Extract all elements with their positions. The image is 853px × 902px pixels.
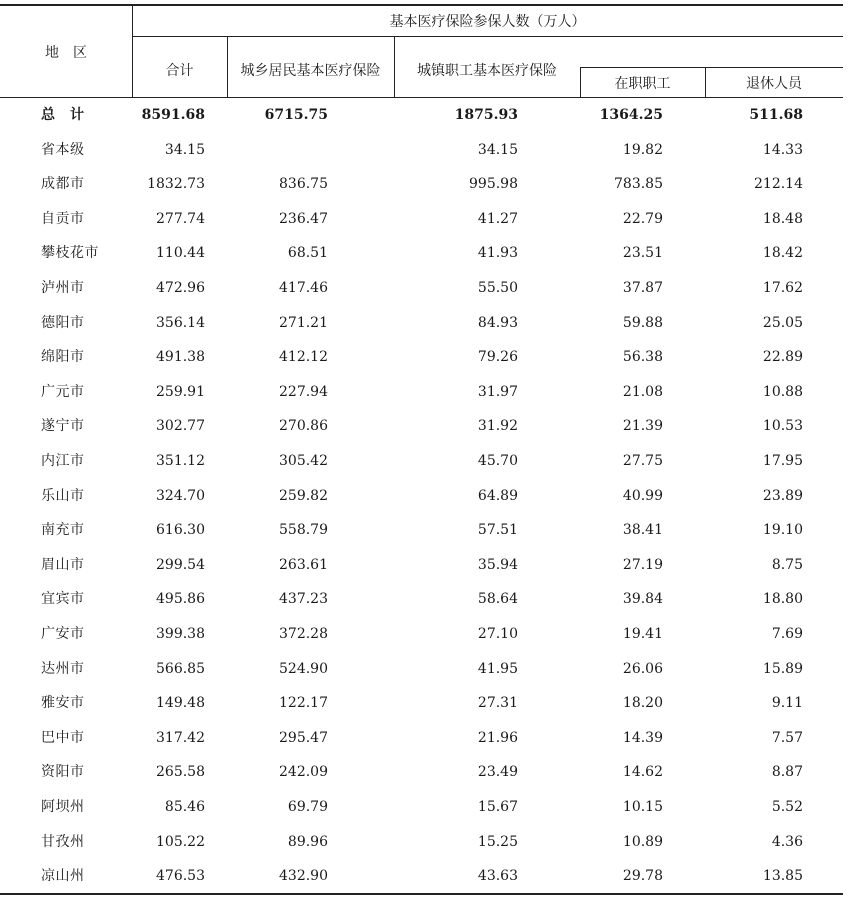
urban-cell: 27.10 bbox=[477, 626, 518, 642]
urban-cell: 21.96 bbox=[477, 730, 518, 746]
region-name-cell: 资阳市 bbox=[41, 764, 85, 780]
urban-cell: 45.70 bbox=[477, 453, 518, 469]
region-header: 地 区 bbox=[45, 45, 87, 61]
urban-cell: 23.49 bbox=[477, 764, 518, 780]
urban-cell: 1875.93 bbox=[454, 107, 518, 123]
region-name-cell: 攀枝花市 bbox=[41, 245, 99, 261]
employed-cell: 38.41 bbox=[622, 522, 663, 538]
group-underline bbox=[132, 36, 843, 37]
total-cell: 34.15 bbox=[164, 142, 205, 158]
retired-cell: 4.36 bbox=[771, 834, 803, 850]
employed-cell: 56.38 bbox=[622, 349, 663, 365]
retired-cell: 5.52 bbox=[771, 799, 803, 815]
employed-cell: 27.19 bbox=[622, 557, 663, 573]
employed-cell: 10.15 bbox=[622, 799, 663, 815]
retired-cell: 511.68 bbox=[749, 107, 803, 123]
urban-cell: 41.27 bbox=[477, 211, 518, 227]
total-cell: 1832.73 bbox=[147, 176, 205, 192]
retired-cell: 10.88 bbox=[762, 384, 803, 400]
total-cell: 265.58 bbox=[156, 764, 205, 780]
employed-cell: 59.88 bbox=[622, 315, 663, 331]
urban-cell: 35.94 bbox=[477, 557, 518, 573]
urban-cell: 41.93 bbox=[477, 245, 518, 261]
sub-underline bbox=[580, 67, 843, 68]
employed-cell: 37.87 bbox=[622, 280, 663, 296]
rural-cell: 295.47 bbox=[279, 730, 328, 746]
total-cell: 110.44 bbox=[156, 245, 205, 261]
urban-cell: 15.67 bbox=[477, 799, 518, 815]
total-cell: 85.46 bbox=[164, 799, 205, 815]
retired-cell: 13.85 bbox=[762, 868, 803, 884]
retired-cell: 14.33 bbox=[762, 142, 803, 158]
region-name-cell: 德阳市 bbox=[41, 315, 85, 331]
retired-cell: 7.69 bbox=[771, 626, 803, 642]
retired-cell: 18.80 bbox=[762, 591, 803, 607]
employed-cell: 40.99 bbox=[622, 488, 663, 504]
retired-cell: 7.57 bbox=[771, 730, 803, 746]
employed-cell: 10.89 bbox=[622, 834, 663, 850]
total-cell: 495.86 bbox=[156, 591, 205, 607]
region-name-cell: 阿坝州 bbox=[41, 799, 85, 815]
total-header: 合计 bbox=[165, 63, 194, 79]
rural-cell: 417.46 bbox=[279, 280, 328, 296]
region-name-cell: 雅安市 bbox=[41, 695, 85, 711]
retired-cell: 17.62 bbox=[762, 280, 803, 296]
total-cell: 149.48 bbox=[156, 695, 205, 711]
employed-cell: 22.79 bbox=[622, 211, 663, 227]
rural-header: 城乡居民基本医疗保险 bbox=[240, 63, 381, 79]
region-name-cell: 内江市 bbox=[41, 453, 85, 469]
header-bottom-rule bbox=[0, 97, 843, 98]
region-name-cell: 达州市 bbox=[41, 661, 85, 677]
urban-cell: 15.25 bbox=[477, 834, 518, 850]
region-name-cell: 巴中市 bbox=[41, 730, 85, 746]
retired-header: 退休人员 bbox=[746, 76, 802, 92]
region-name-cell: 总 计 bbox=[41, 107, 85, 123]
rural-cell: 236.47 bbox=[279, 211, 328, 227]
employed-cell: 26.06 bbox=[622, 661, 663, 677]
rural-cell: 263.61 bbox=[279, 557, 328, 573]
retired-cell: 18.42 bbox=[762, 245, 803, 261]
rural-cell: 305.42 bbox=[279, 453, 328, 469]
rural-cell: 271.21 bbox=[279, 315, 328, 331]
rural-cell: 69.79 bbox=[287, 799, 328, 815]
rural-cell: 259.82 bbox=[279, 488, 328, 504]
total-cell: 351.12 bbox=[156, 453, 205, 469]
total-cell: 476.53 bbox=[156, 868, 205, 884]
retired-cell: 18.48 bbox=[762, 211, 803, 227]
retired-cell: 19.10 bbox=[762, 522, 803, 538]
rural-cell: 122.17 bbox=[279, 695, 328, 711]
total-cell: 472.96 bbox=[156, 280, 205, 296]
urban-cell: 64.89 bbox=[477, 488, 518, 504]
employed-cell: 14.62 bbox=[622, 764, 663, 780]
employed-cell: 783.85 bbox=[614, 176, 663, 192]
region-name-cell: 眉山市 bbox=[41, 557, 85, 573]
urban-cell: 79.26 bbox=[477, 349, 518, 365]
employed-cell: 1364.25 bbox=[599, 107, 663, 123]
urban-cell: 27.31 bbox=[477, 695, 518, 711]
employed-header: 在职职工 bbox=[614, 76, 671, 92]
region-name-cell: 凉山州 bbox=[41, 868, 85, 884]
total-cell: 399.38 bbox=[156, 626, 205, 642]
rural-cell: 227.94 bbox=[279, 384, 328, 400]
rural-cell: 68.51 bbox=[287, 245, 328, 261]
total-cell: 566.85 bbox=[156, 661, 205, 677]
region-name-cell: 自贡市 bbox=[41, 211, 85, 227]
bottom-rule bbox=[0, 893, 843, 895]
total-cell: 317.42 bbox=[156, 730, 205, 746]
employed-cell: 21.39 bbox=[622, 418, 663, 434]
employed-cell: 23.51 bbox=[622, 245, 663, 261]
retired-cell: 8.87 bbox=[771, 764, 803, 780]
region-name-cell: 遂宁市 bbox=[41, 418, 85, 434]
employed-cell: 19.82 bbox=[622, 142, 663, 158]
retired-cell: 10.53 bbox=[762, 418, 803, 434]
employed-cell: 39.84 bbox=[622, 591, 663, 607]
retired-cell: 23.89 bbox=[762, 488, 803, 504]
region-name-cell: 成都市 bbox=[41, 176, 85, 192]
employed-cell: 29.78 bbox=[622, 868, 663, 884]
urban-cell: 84.93 bbox=[477, 315, 518, 331]
total-cell: 105.22 bbox=[156, 834, 205, 850]
region-name-cell: 宜宾市 bbox=[41, 591, 85, 607]
rural-cell: 432.90 bbox=[279, 868, 328, 884]
urban-cell: 31.97 bbox=[477, 384, 518, 400]
region-name-cell: 省本级 bbox=[41, 142, 85, 158]
rural-cell: 437.23 bbox=[279, 591, 328, 607]
region-name-cell: 广安市 bbox=[41, 626, 85, 642]
rural-cell: 372.28 bbox=[279, 626, 328, 642]
rural-cell: 558.79 bbox=[279, 522, 328, 538]
region-name-cell: 泸州市 bbox=[41, 280, 85, 296]
total-cell: 356.14 bbox=[156, 315, 205, 331]
urban-cell: 41.95 bbox=[477, 661, 518, 677]
urban-header: 城镇职工基本医疗保险 bbox=[417, 63, 557, 79]
total-cell: 259.91 bbox=[156, 384, 205, 400]
employed-cell: 18.20 bbox=[622, 695, 663, 711]
rural-cell: 89.96 bbox=[287, 834, 328, 850]
rural-cell: 242.09 bbox=[279, 764, 328, 780]
rural-cell: 836.75 bbox=[279, 176, 328, 192]
urban-cell: 43.63 bbox=[477, 868, 518, 884]
retired-cell: 8.75 bbox=[771, 557, 803, 573]
total-cell: 324.70 bbox=[156, 488, 205, 504]
region-name-cell: 甘孜州 bbox=[41, 834, 85, 850]
employed-cell: 14.39 bbox=[622, 730, 663, 746]
employed-cell: 19.41 bbox=[622, 626, 663, 642]
region-name-cell: 绵阳市 bbox=[41, 349, 85, 365]
rural-cell: 6715.75 bbox=[264, 107, 328, 123]
retired-cell: 22.89 bbox=[762, 349, 803, 365]
retired-cell: 9.11 bbox=[771, 695, 803, 711]
retired-cell: 212.14 bbox=[754, 176, 803, 192]
retired-cell: 17.95 bbox=[762, 453, 803, 469]
employed-cell: 21.08 bbox=[622, 384, 663, 400]
rural-cell: 524.90 bbox=[279, 661, 328, 677]
total-cell: 277.74 bbox=[156, 211, 205, 227]
region-name-cell: 乐山市 bbox=[41, 488, 85, 504]
total-cell: 8591.68 bbox=[141, 107, 205, 123]
urban-cell: 57.51 bbox=[477, 522, 518, 538]
total-cell: 616.30 bbox=[156, 522, 205, 538]
urban-cell: 55.50 bbox=[477, 280, 518, 296]
rural-cell: 412.12 bbox=[279, 349, 328, 365]
top-rule bbox=[0, 4, 843, 6]
urban-cell: 58.64 bbox=[477, 591, 518, 607]
total-cell: 302.77 bbox=[156, 418, 205, 434]
urban-cell: 31.92 bbox=[477, 418, 518, 434]
retired-cell: 25.05 bbox=[762, 315, 803, 331]
employed-cell: 27.75 bbox=[622, 453, 663, 469]
urban-cell: 34.15 bbox=[477, 142, 518, 158]
retired-cell: 15.89 bbox=[762, 661, 803, 677]
total-cell: 491.38 bbox=[156, 349, 205, 365]
group-header: 基本医疗保险参保人数（万人） bbox=[389, 14, 586, 30]
region-name-cell: 广元市 bbox=[41, 384, 85, 400]
urban-cell: 995.98 bbox=[469, 176, 518, 192]
rural-cell: 270.86 bbox=[279, 418, 328, 434]
region-name-cell: 南充市 bbox=[41, 522, 85, 538]
total-cell: 299.54 bbox=[156, 557, 205, 573]
